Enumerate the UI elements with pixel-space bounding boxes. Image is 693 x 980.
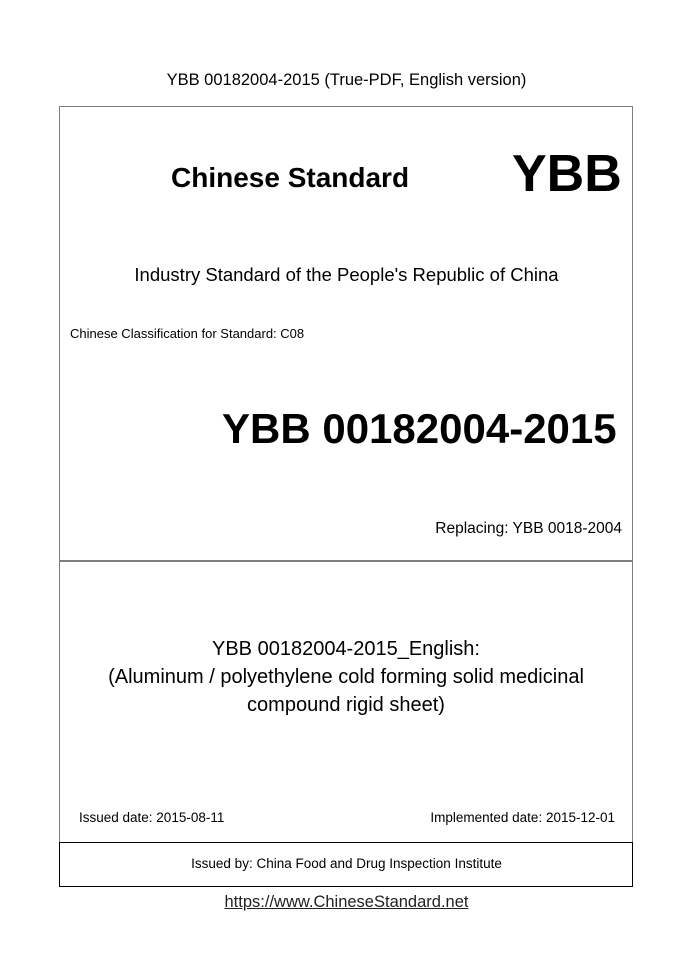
replacing-line: Replacing: YBB 0018-2004 — [435, 520, 622, 537]
implemented-date: Implemented date: 2015-12-01 — [430, 810, 615, 825]
page-header: YBB 00182004-2015 (True-PDF, English version) — [166, 71, 527, 89]
title-line-1: YBB 00182004-2015_English: — [212, 638, 480, 660]
ybb-mark: YBB — [512, 145, 622, 203]
document-title — [60, 635, 632, 719]
standard-number: YBB 00182004-2015 — [222, 405, 617, 452]
issuer-line: Issued by: China Food and Drug Inspection Institute — [191, 856, 502, 871]
classification-line: Chinese Classification for Standard: C08 — [70, 326, 305, 341]
industry-standard-line: Industry Standard of the People's Republic of China — [134, 264, 559, 285]
website-link[interactable]: https://www.ChineseStandard.net — [224, 893, 469, 911]
title-line-2: (Aluminum / polyethylene cold forming solid medicinal — [108, 666, 584, 688]
chinese-standard-heading: Chinese Standard — [171, 162, 410, 193]
issued-date: Issued date: 2015-08-11 — [79, 810, 225, 825]
title-line-3: compound rigid sheet) — [247, 694, 445, 716]
